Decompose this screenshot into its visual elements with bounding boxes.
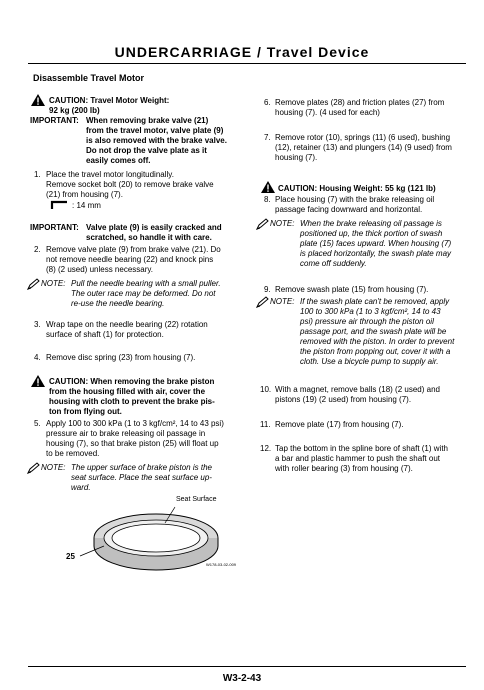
important-label: IMPORTANT: xyxy=(30,223,79,232)
step-text: pressure air to brake releasing oil passage in xyxy=(46,429,206,438)
page-number: W3-2-43 xyxy=(222,673,262,684)
note-line: The upper surface of brake piston is the xyxy=(71,463,212,472)
note-line: cloth. Use a bicycle pump to supply air. xyxy=(300,357,439,366)
important-line: When removing brake valve (21) xyxy=(86,116,209,125)
note-pencil-icon xyxy=(256,218,269,230)
step-text: a bar and plastic hammer to push the shaft out xyxy=(275,454,440,463)
brake-piston-figure xyxy=(60,494,245,572)
tool-size: : 14 mm xyxy=(72,201,101,210)
part-number-callout: 25 xyxy=(66,552,75,561)
note-line: 100 to 300 kPa (1 to 3 kgf/cm², 14 to 43 xyxy=(300,307,441,316)
step-text: housing (7). xyxy=(275,153,318,162)
step-number: 3. xyxy=(34,320,41,329)
seat-surface-callout: Seat Surface xyxy=(176,496,217,503)
step-text: pistons (19) (2 used) from housing (7). xyxy=(275,395,412,404)
note-pencil-icon xyxy=(256,296,269,308)
important-line: Do not drop the valve plate as it xyxy=(86,146,207,155)
step-text: housing (7), so that brake piston (25) will float up xyxy=(46,439,219,448)
section-title: Disassemble Travel Motor xyxy=(33,73,145,83)
step-number: 2. xyxy=(34,245,41,254)
step-text: Remove swash plate (15) from housing (7). xyxy=(275,285,429,294)
warning-triangle-icon xyxy=(31,94,45,106)
caution-weight: 92 kg (200 lb) xyxy=(49,106,100,115)
note-line: psi) pressure air through the piston oil xyxy=(300,317,434,326)
step-text: Place the travel motor longitudinally. xyxy=(46,170,174,179)
step-text: (12), retainer (13) and plungers (14) (9 used) from xyxy=(275,143,452,152)
step-number: 10. xyxy=(260,385,272,394)
step-number: 4. xyxy=(34,353,41,362)
step-text: Apply 100 to 300 kPa (1 to 3 kgf/cm², 14 to 43 psi) xyxy=(46,419,224,428)
important-line: easily comes off. xyxy=(86,156,151,165)
caution-line: CAUTION: When removing the brake piston xyxy=(49,377,215,386)
note-line: passage port, and the swash plate will be xyxy=(300,327,447,336)
note-line: If the swash plate can't be removed, apply xyxy=(300,297,450,306)
step-text: (21) from housing (7). xyxy=(46,190,123,199)
note-line: re-use the needle bearing. xyxy=(71,299,165,308)
step-text: Remove plates (28) and friction plates (27) from xyxy=(275,98,445,107)
caution-line: ton from flying out. xyxy=(49,407,122,416)
step-text: Wrap tape on the needle bearing (22) rotation xyxy=(46,320,208,329)
hex-wrench-icon xyxy=(50,200,68,210)
note-line: ward. xyxy=(71,483,91,492)
note-line: seat surface. Place the seat surface up- xyxy=(71,473,212,482)
step-text: with roller bearing (3) from housing (7). xyxy=(275,464,413,473)
figure-code: W178-03-02-009 xyxy=(206,562,237,567)
step-text: Remove valve plate (9) from brake valve (21). Do xyxy=(46,245,221,254)
note-line: is placed horizontally, the swash plate may xyxy=(300,249,452,258)
step-text: Remove plate (17) from housing (7). xyxy=(275,420,404,429)
warning-triangle-icon xyxy=(261,181,275,193)
important-line: is also removed with the brake valve. xyxy=(86,136,227,145)
important-line: Valve plate (9) is easily cracked and xyxy=(86,223,222,232)
page-title: UNDERCARRIAGE / Travel Device xyxy=(114,44,370,60)
caution-title: CAUTION: Travel Motor Weight: xyxy=(49,96,170,105)
step-text: surface of shaft (1) for protection. xyxy=(46,330,164,339)
step-text: not remove needle bearing (22) and knock pins xyxy=(46,255,214,264)
caution-line: from the housing filled with air, cover the xyxy=(49,387,206,396)
step-number: 5. xyxy=(34,419,41,428)
important-line: scratched, so handle it with care. xyxy=(86,233,212,242)
important-label: IMPORTANT: xyxy=(30,116,79,125)
note-label: NOTE: xyxy=(41,279,66,288)
note-line: Pull the needle bearing with a small puller. xyxy=(71,279,221,288)
note-label: NOTE: xyxy=(270,219,295,228)
step-text: housing (7). (4 used for each) xyxy=(275,108,380,117)
step-text: Tap the bottom in the spline bore of shaft (1) with xyxy=(275,444,448,453)
step-number: 1. xyxy=(34,170,41,179)
step-number: 8. xyxy=(264,195,271,204)
caution-line: housing with cloth to prevent the brake pis- xyxy=(49,397,215,406)
step-text: Remove socket bolt (20) to remove brake valve xyxy=(46,180,214,189)
footer-divider xyxy=(28,666,466,667)
caution-title: CAUTION: Housing Weight: 55 kg (121 lb) xyxy=(278,184,436,193)
warning-triangle-icon xyxy=(31,375,45,387)
note-line: plate (15) faces upward. When housing (7) xyxy=(300,239,452,248)
step-text: Remove rotor (10), springs (11) (6 used), bushing xyxy=(275,133,451,142)
step-text: Place housing (7) with the brake releasing oil xyxy=(275,195,435,204)
note-line: The outer race may be deformed. Do not xyxy=(71,289,216,298)
note-line: positioned up, the thick portion of swash xyxy=(300,229,443,238)
step-number: 6. xyxy=(264,98,271,107)
note-line: the piston from popping out, cover it with a xyxy=(300,347,451,356)
step-text: passage facing downward and horizontal. xyxy=(275,205,423,214)
step-text: (8) (2 used) unless necessary. xyxy=(46,265,154,274)
step-text: Remove disc spring (23) from housing (7). xyxy=(46,353,196,362)
important-line: from the travel motor, valve plate (9) xyxy=(86,126,224,135)
note-label: NOTE: xyxy=(41,463,66,472)
step-number: 7. xyxy=(264,133,271,142)
note-pencil-icon xyxy=(27,462,40,474)
note-line: removed with the piston. In order to prevent xyxy=(300,337,455,346)
header-divider xyxy=(28,63,466,64)
step-number: 12. xyxy=(260,444,272,453)
step-number: 11. xyxy=(260,420,271,429)
step-text: With a magnet, remove balls (18) (2 used) and xyxy=(275,385,440,394)
note-label: NOTE: xyxy=(270,297,295,306)
step-number: 9. xyxy=(264,285,271,294)
note-line: come off suddenly. xyxy=(300,259,367,268)
step-text: to be removed. xyxy=(46,449,100,458)
note-pencil-icon xyxy=(27,278,40,290)
note-line: When the brake releasing oil passage is xyxy=(300,219,442,228)
